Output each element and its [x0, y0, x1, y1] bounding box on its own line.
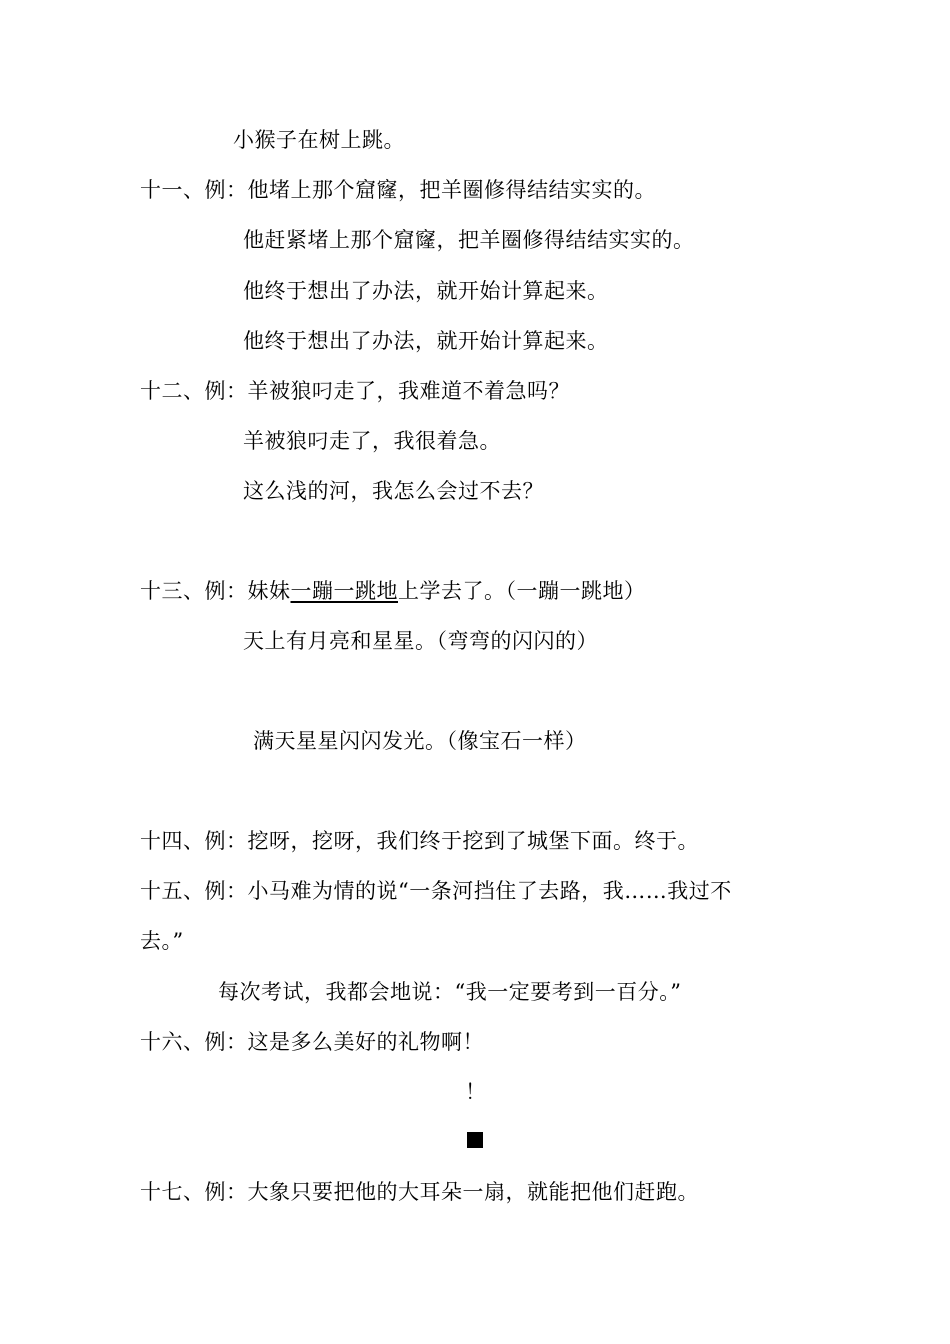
exclamation-mark: ！	[465, 1080, 487, 1104]
text-line: 天上有月亮和星星。（弯弯的闪闪的）	[243, 629, 598, 653]
text-line: 小猴子在树上跳。	[233, 128, 405, 152]
exercise-13-example	[140, 578, 646, 604]
text-line: 他赶紧堵上那个窟窿，把羊圈修得结结实实的。	[243, 228, 695, 252]
exercise-17-example: 十七、例：大象只要把他的大耳朵一扇，就能把他们赶跑。	[140, 1180, 699, 1204]
text-line: 去。”	[140, 929, 184, 953]
exercise-16-example: 十六、例：这是多么美好的礼物啊！	[140, 1030, 484, 1054]
text-line: 羊被狼叼走了，我很着急。	[243, 429, 501, 453]
text-line: 每次考试，我都会地说：“我一定要考到一百分。”	[218, 980, 682, 1004]
exercise-11-example: 十一、例：他堵上那个窟窿，把羊圈修得结结实实的。	[140, 178, 656, 202]
exercise-15-example: 十五、例：小马难为情的说“一条河挡住了去路，我……我过不	[140, 879, 732, 903]
text-line: 他终于想出了办法，就开始计算起来。	[243, 279, 609, 303]
text-line: 满天星星闪闪发光。（像宝石一样）	[253, 729, 587, 753]
text-line: 这么浅的河，我怎么会过不去？	[243, 479, 544, 503]
text-line: 他终于想出了办法，就开始计算起来。	[243, 329, 609, 353]
exercise-14-example: 十四、例：挖呀，挖呀，我们终于挖到了城堡下面。终于。	[140, 829, 699, 853]
underlined-phrase: 一蹦一跳地	[290, 579, 398, 603]
black-square-mark	[467, 1132, 483, 1148]
text-segment: 十三、例：妹妹	[140, 579, 291, 603]
text-segment: 上学去了。（一蹦一跳地）	[398, 579, 646, 603]
exercise-12-example: 十二、例：羊被狼叼走了，我难道不着急吗？	[140, 379, 570, 403]
